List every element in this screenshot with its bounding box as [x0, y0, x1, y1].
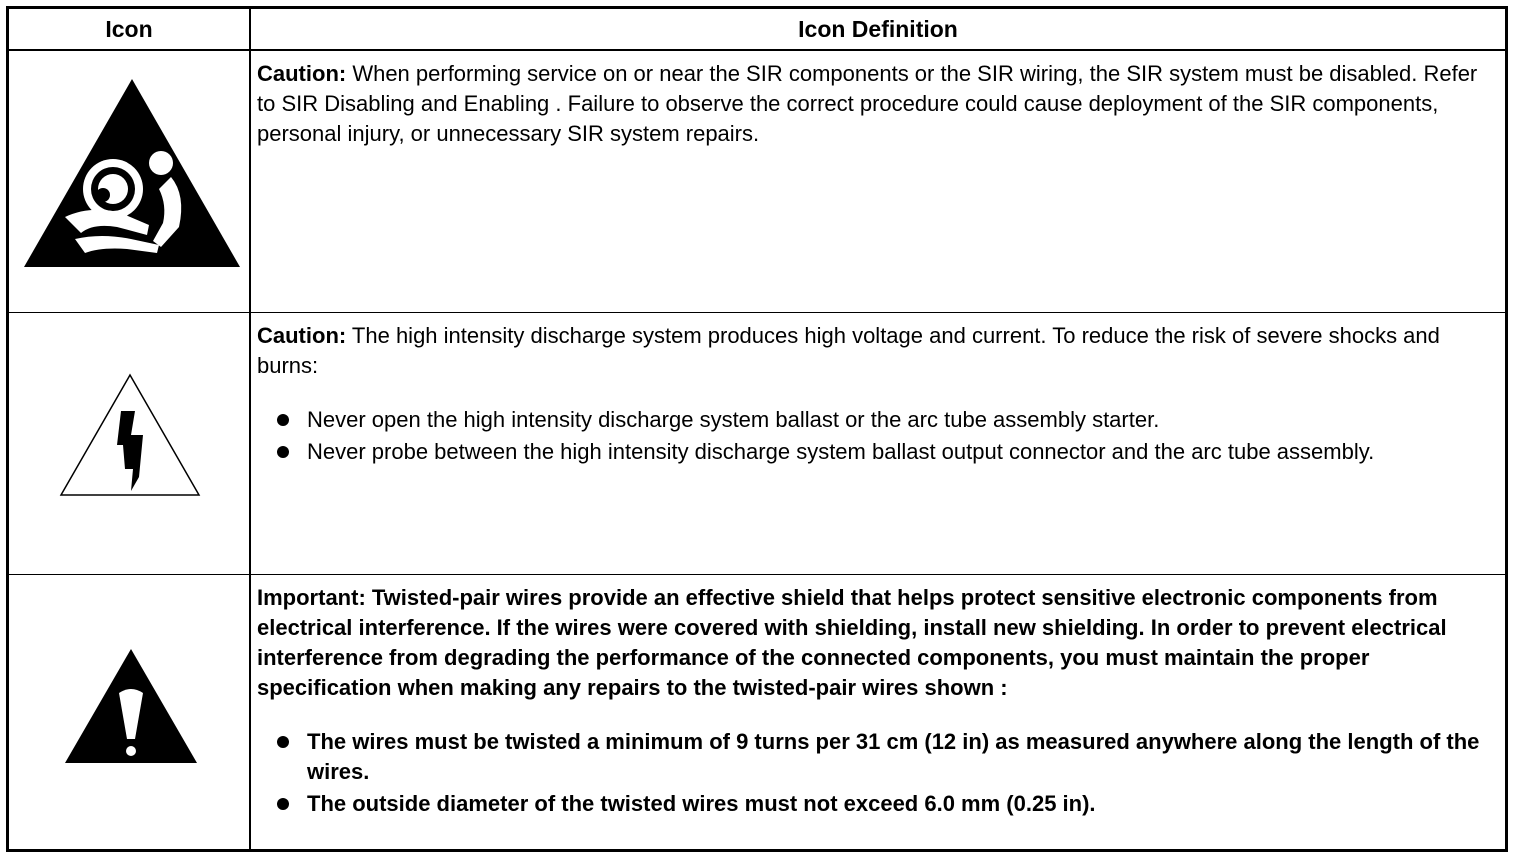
icon-cell: [9, 575, 251, 849]
definition-cell: [251, 51, 1505, 312]
bullet-list: [257, 727, 1499, 819]
exclamation-warning-icon: [63, 647, 199, 765]
header-icon-definition: Icon Definition: [798, 15, 958, 42]
definition-body: Twisted-pair wires provide an effective shield that helps protect sensitive electronic components from electrical interference. If the wires were covered with shielding, install new shielding. In order to prevent electrical interference from degrading the performance of the connected components, you must maintain the proper specification when making any repairs to the twisted-pair wires shown :: [257, 585, 1447, 700]
definition-label: Important:: [257, 585, 366, 610]
table-header-row: [9, 9, 1505, 51]
bullet-list: [257, 405, 1499, 467]
list-item: Never probe between the high intensity discharge system ballast output connector and the arc tube assembly.: [257, 437, 1499, 467]
airbag-deployment-warning-icon: [21, 77, 243, 271]
table-row: [9, 313, 1505, 575]
definition-cell: [251, 575, 1505, 849]
definition-label: Caution:: [257, 61, 347, 86]
table-row: [9, 575, 1505, 849]
list-item: The outside diameter of the twisted wires must not exceed 6.0 mm (0.25 in).: [257, 789, 1499, 819]
definition-body: When performing service on or near the SIR components or the SIR wiring, the SIR system must be disabled. Refer to SIR Disabling and Enabling . Failure to observe the correct procedure could cause deployment of the SIR components, personal injury, or unnecessary SIR system repairs.: [257, 61, 1478, 146]
list-item: The wires must be twisted a minimum of 9 turns per 31 cm (12 in) as measured anywhere along the length of the wires.: [257, 727, 1499, 787]
definition-text: [257, 321, 1499, 381]
definition-label: Caution:: [257, 323, 347, 348]
definition-text: [257, 583, 1499, 703]
icon-cell: [9, 51, 251, 312]
definition-cell: [251, 313, 1505, 574]
header-icon: Icon: [9, 9, 251, 49]
definition-body: The high intensity discharge system produces high voltage and current. To reduce the risk of severe shocks and burns:: [257, 323, 1440, 378]
icon-definition-table: [6, 6, 1508, 852]
high-voltage-warning-icon: [59, 373, 201, 497]
table-row: [9, 51, 1505, 313]
list-item: Never open the high intensity discharge system ballast or the arc tube assembly starter.: [257, 405, 1499, 435]
definition-text: [257, 59, 1499, 149]
icon-cell: [9, 313, 251, 574]
